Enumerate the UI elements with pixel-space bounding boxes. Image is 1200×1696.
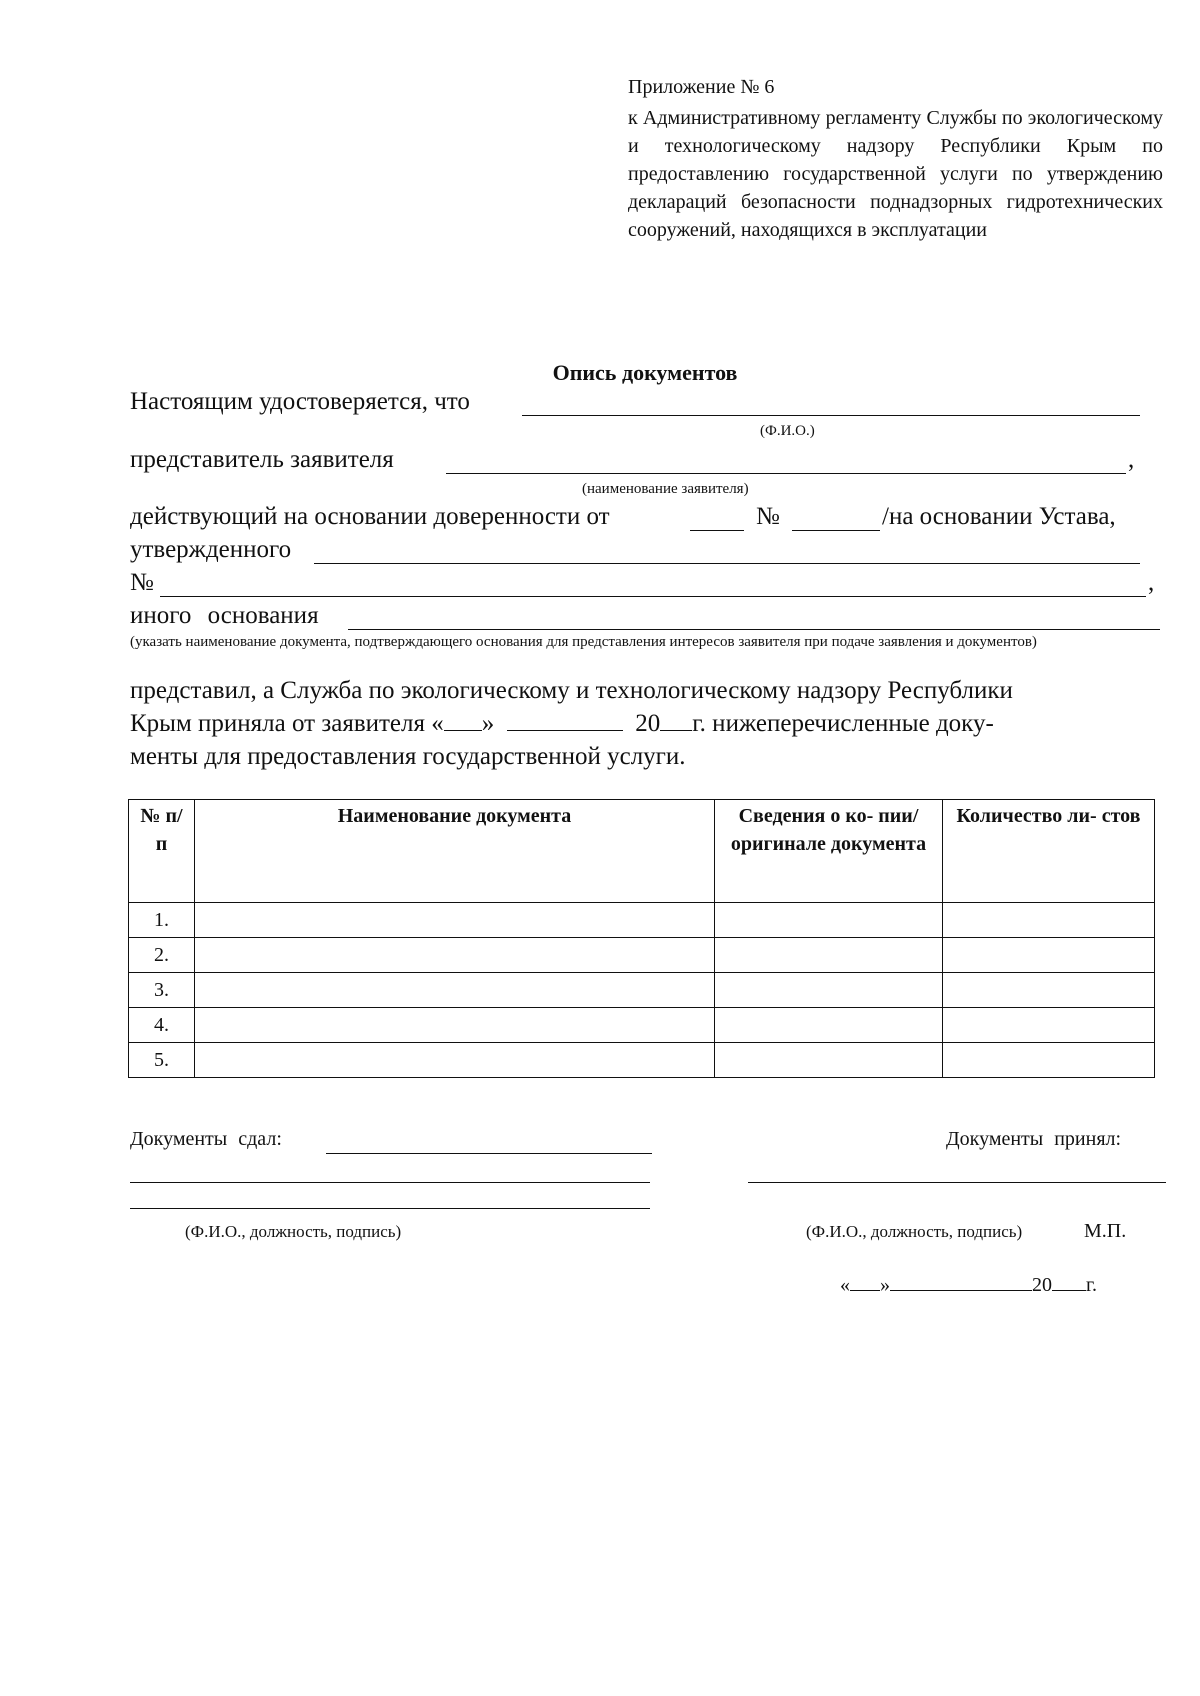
para2-a: Крым приняла от заявителя « (130, 710, 444, 737)
document-name-cell[interactable] (195, 1043, 715, 1078)
submitted-caption: (Ф.И.О., должность, подпись) (185, 1222, 402, 1241)
fio-caption: (Ф.И.О.) (760, 423, 815, 439)
approved-label: утвержденного (130, 536, 292, 563)
date-close-quote: » (880, 1274, 890, 1296)
row-number: 3. (129, 973, 195, 1008)
applicant-caption: (наименование заявителя) (582, 481, 749, 497)
fio-field[interactable] (522, 415, 1140, 416)
row-number: 2. (129, 938, 195, 973)
date-suffix: г. (1086, 1274, 1097, 1296)
attorney-number-field[interactable] (792, 530, 880, 531)
copy-info-cell[interactable] (715, 1043, 943, 1078)
copy-info-cell[interactable] (715, 938, 943, 973)
appendix-title: Приложение № 6 (628, 76, 775, 98)
power-of-attorney-label: действующий на основании доверенности от (130, 503, 610, 530)
approved-field[interactable] (314, 563, 1140, 564)
representative-label: представитель заявителя (130, 446, 394, 473)
submitted-signature-line-3[interactable] (130, 1208, 650, 1209)
table-row (129, 973, 1155, 1008)
para2-b: » (481, 710, 495, 737)
copy-info-cell[interactable] (715, 973, 943, 1008)
row-number: 4. (129, 1008, 195, 1043)
received-label: Документы принял: (946, 1128, 1122, 1150)
submitted-signature-line-2[interactable] (130, 1182, 650, 1183)
table-row (129, 938, 1155, 973)
other-basis-label: иного основания (130, 602, 319, 629)
document-name-cell[interactable] (195, 938, 715, 973)
sheets-cell[interactable] (943, 903, 1155, 938)
document-name-cell[interactable] (195, 903, 715, 938)
sheets-cell[interactable] (943, 938, 1155, 973)
sheets-cell[interactable] (943, 1008, 1155, 1043)
appendix-text: к Административному регламенту Службы по экологическому и технологическому надзору Республики Крым по предоставлению государственной услуги по утверждению деклараций безопасности поднадзорных гидротехнических сооружений, находящихся в эксплуатации (628, 107, 1163, 241)
para-line-3: менты для предоставления государственной услуги. (130, 743, 686, 770)
stamp-label: М.П. (1084, 1220, 1127, 1242)
number-field[interactable] (160, 596, 1146, 597)
attorney-date-field[interactable] (690, 530, 744, 531)
date-open-quote: « (840, 1274, 850, 1296)
para2-d: г. нижеперечисленные доку- (692, 710, 994, 737)
copy-info-cell[interactable] (715, 903, 943, 938)
submitted-signature-field[interactable] (326, 1153, 652, 1154)
received-signature-field[interactable] (748, 1182, 1166, 1183)
table-row (129, 1043, 1155, 1078)
charter-label: /на основании Устава, (882, 503, 1116, 530)
col-sheets-header: Количество ли- стов (943, 800, 1155, 903)
row-number: 1. (129, 903, 195, 938)
receipt-date (840, 1274, 1097, 1297)
number-sign: № (756, 503, 780, 530)
col-copy-info-header: Сведения о ко- пии/оригинале документа (715, 800, 943, 903)
comma-2: , (1148, 569, 1155, 596)
receipt-year-field[interactable] (1052, 1290, 1086, 1291)
receipt-month-field[interactable] (890, 1290, 1032, 1291)
comma: , (1128, 446, 1135, 473)
receipt-day-field[interactable] (850, 1290, 880, 1291)
date-year: 20 (1032, 1274, 1052, 1296)
other-basis-caption: (указать наименование документа, подтверждающего основания для представления интересов заявителя при подаче заявления и документов) (130, 634, 1037, 650)
document-name-cell[interactable] (195, 1008, 715, 1043)
documents-table (128, 799, 1155, 1078)
document-name-cell[interactable] (195, 973, 715, 1008)
table-row (129, 903, 1155, 938)
received-caption: (Ф.И.О., должность, подпись) (806, 1222, 1023, 1241)
table-header-row (129, 800, 1155, 903)
other-basis-field[interactable] (348, 629, 1160, 630)
para-line-2 (130, 710, 994, 738)
copy-info-cell[interactable] (715, 1008, 943, 1043)
table-row (129, 1008, 1155, 1043)
para-line-1: представил, а Служба по экологическому и технологическому надзору Республики (130, 677, 1013, 704)
certify-label: Настоящим удостоверяется, что (130, 388, 470, 415)
year-field[interactable] (660, 730, 692, 731)
col-name-header: Наименование документа (195, 800, 715, 903)
col-number-header: № п/п (129, 800, 195, 903)
sheets-cell[interactable] (943, 1043, 1155, 1078)
submitted-label: Документы сдал: (130, 1128, 282, 1150)
para2-c: 20 (635, 710, 661, 737)
applicant-field[interactable] (446, 473, 1126, 474)
month-field[interactable] (507, 730, 623, 731)
sheets-cell[interactable] (943, 973, 1155, 1008)
day-field[interactable] (444, 730, 482, 731)
number-label: № (130, 569, 154, 596)
row-number: 5. (129, 1043, 195, 1078)
document-title: Опись документов (552, 360, 738, 385)
